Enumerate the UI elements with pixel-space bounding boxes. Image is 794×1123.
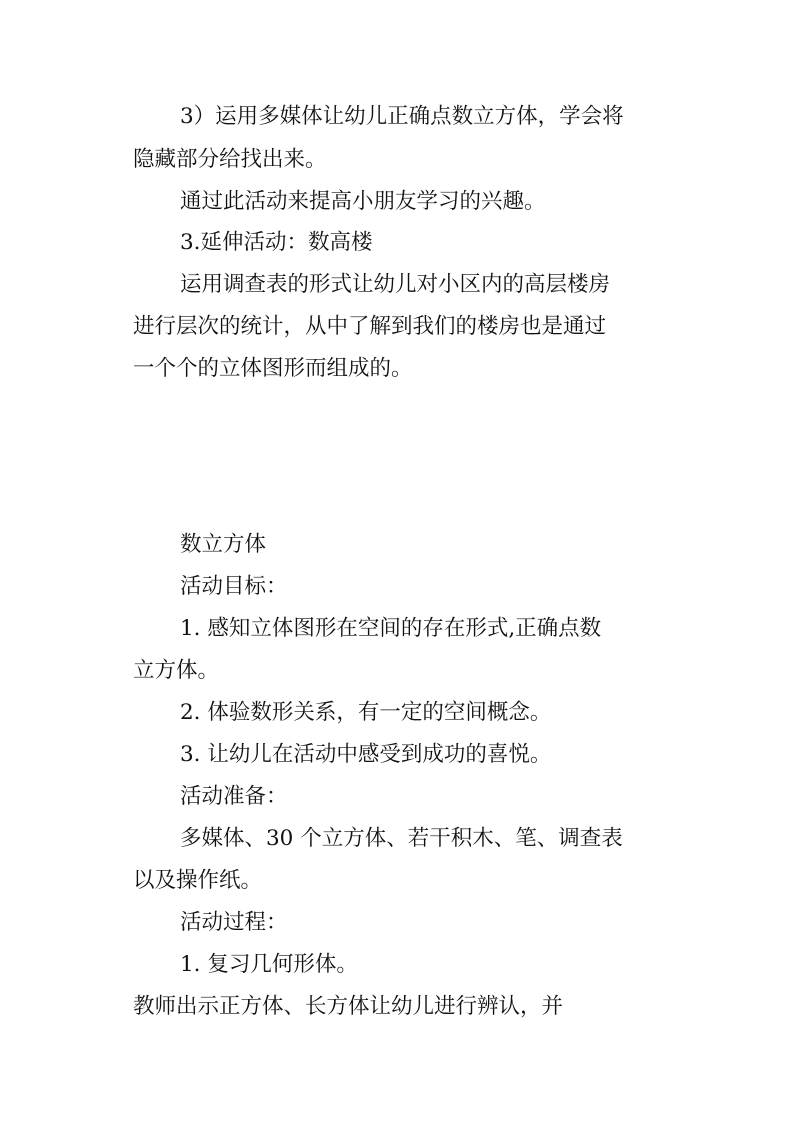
process-heading: 活动过程：: [180, 910, 288, 935]
prep-heading: 活动准备：: [180, 784, 288, 809]
extension-line2: 进行层次的统计，从中了解到我们的楼房也是通过: [133, 314, 607, 339]
goal1-line1: 1. 感知立体图形在空间的存在形式,正确点数: [180, 616, 602, 641]
section-title: 数立方体: [180, 532, 267, 557]
process1-heading: 1. 复习几何形体。: [180, 952, 358, 977]
prep-line1: 多媒体、30 个立方体、若干积木、笔、调查表: [180, 826, 623, 851]
item3-line2: 隐藏部分给找出来。: [133, 147, 327, 172]
extension-line1: 运用调查表的形式让幼儿对小区内的高层楼房: [180, 272, 611, 297]
purpose-text: 通过此活动来提高小朋友学习的兴趣。: [180, 189, 546, 214]
goal1-line2: 立方体。: [133, 658, 220, 683]
item3-line1: 3）运用多媒体让幼儿正确点数立方体，学会将: [180, 104, 624, 129]
prep-line2: 以及操作纸。: [133, 868, 263, 893]
goals-heading: 活动目标：: [180, 574, 288, 599]
goal2-text: 2. 体验数形关系，有一定的空间概念。: [180, 700, 552, 725]
extension-line3: 一个个的立体图形而组成的。: [133, 356, 413, 381]
process1-description: 教师出示正方体、长方体让幼儿进行辨认，并: [133, 994, 564, 1019]
goal3-text: 3. 让幼儿在活动中感受到成功的喜悦。: [180, 742, 552, 767]
extension-heading: 3.延伸活动：数高楼: [180, 230, 373, 255]
